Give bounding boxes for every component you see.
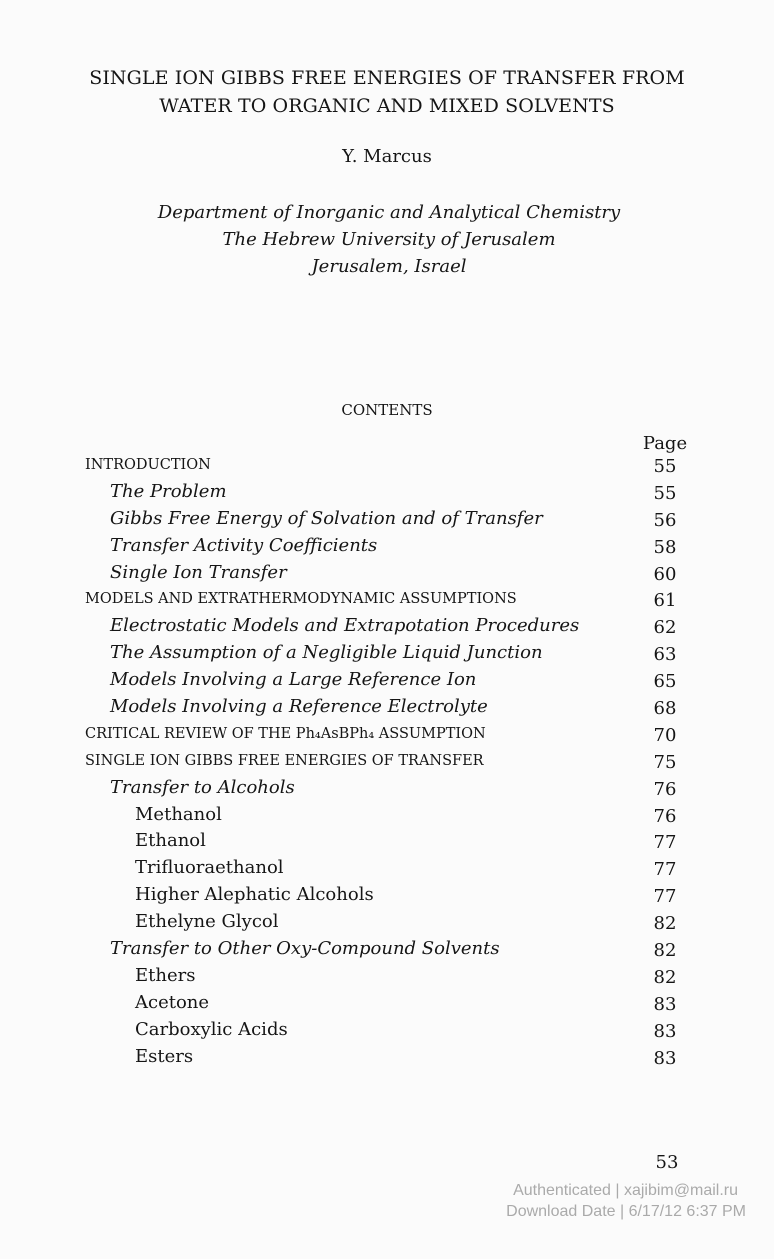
toc-entry-page: 82 (653, 966, 677, 988)
toc-entry-label: Acetone (135, 991, 210, 1013)
toc-entry (0, 585, 774, 612)
toc-entry-label: Transfer to Alcohols (110, 776, 295, 798)
toc-entry (0, 451, 774, 478)
toc-entry-page: 77 (653, 832, 677, 854)
toc-entry-label: The Problem (110, 480, 227, 502)
toc-entry-page: 77 (653, 859, 677, 881)
toc-entry-label: Single Ion Transfer (110, 561, 287, 583)
author-name: Y. Marcus (342, 146, 432, 167)
toc-entry-label: CRITICAL REVIEW OF THE Ph₄AsBPh₄ ASSUMPTION (85, 725, 486, 742)
toc-entry-page: 83 (653, 993, 677, 1015)
toc-entry-label: Ethanol (135, 830, 206, 852)
affiliation-university: The Hebrew University of Jerusalem (222, 229, 556, 250)
toc-entry-label: MODELS AND EXTRATHERMODYNAMIC ASSUMPTIONS (85, 591, 517, 608)
toc-entry (0, 827, 774, 854)
page-number: 53 (655, 1152, 679, 1173)
toc-entry-page: 83 (653, 1020, 677, 1042)
toc-entry-page: 56 (653, 509, 677, 531)
toc-entry-label: Ethers (135, 964, 196, 986)
affiliation-department: Department of Inorganic and Analytical Chemistry (157, 202, 621, 223)
toc-entry-page: 77 (653, 886, 677, 908)
toc-entry-label: Higher Alephatic Alcohols (135, 884, 374, 906)
toc-entry (0, 612, 774, 639)
toc-entry-label: Electrostatic Models and Extrapotation Procedures (110, 615, 580, 637)
toc-entry (0, 720, 774, 747)
toc-entry (0, 747, 774, 774)
toc-entry (0, 639, 774, 666)
toc-entry (0, 666, 774, 693)
toc-entry (0, 693, 774, 720)
author-affiliation (0, 199, 774, 280)
toc-entry-label: Methanol (135, 803, 222, 825)
page-column-label: Page (642, 433, 688, 454)
toc-entry (0, 989, 774, 1016)
toc-entry-page: 62 (653, 617, 677, 639)
toc-entry (0, 935, 774, 962)
toc-entry (0, 962, 774, 989)
toc-entry-label: INTRODUCTION (85, 457, 211, 473)
toc-entry-page: 76 (653, 805, 677, 827)
toc-entry-page: 58 (653, 536, 677, 558)
toc-entry-label: Esters (135, 1045, 194, 1067)
toc-entry-label: SINGLE ION GIBBS FREE ENERGIES OF TRANSFER (85, 752, 484, 769)
toc-entry (0, 854, 774, 881)
toc-entry-page: 82 (653, 940, 677, 962)
toc-entry-page: 60 (653, 563, 677, 585)
toc-entry-page: 76 (653, 778, 677, 800)
toc-entry-page: 55 (653, 456, 677, 477)
toc-entry-page: 82 (653, 913, 677, 935)
toc-entry (0, 1016, 774, 1043)
toc-entry-page: 68 (653, 698, 677, 720)
toc-entry-page: 65 (653, 671, 677, 693)
toc-entry-label: Gibbs Free Energy of Solvation and of Transfer (110, 507, 543, 529)
toc-entry (0, 881, 774, 908)
affiliation-location: Jerusalem, Israel (311, 256, 467, 277)
download-footer (506, 1180, 746, 1222)
download-date-line: Download Date | 6/17/12 6:37 PM (506, 1203, 746, 1220)
toc-entry (0, 505, 774, 532)
toc-entry-page: 61 (653, 590, 677, 612)
article-title (0, 64, 774, 120)
toc-entry-label: Carboxylic Acids (135, 1018, 288, 1040)
toc-entry (0, 774, 774, 801)
toc-entry-label: Trifluoraethanol (135, 857, 284, 879)
toc-entry-page: 75 (653, 751, 677, 773)
toc-entry-page: 55 (653, 482, 677, 504)
title-line-2: WATER TO ORGANIC AND MIXED SOLVENTS (159, 95, 615, 117)
toc-entry-label: Transfer to Other Oxy-Compound Solvents (110, 938, 500, 960)
toc-entry (0, 478, 774, 505)
toc-entry-label: The Assumption of a Negligible Liquid Junction (110, 642, 543, 664)
toc-entry (0, 559, 774, 586)
toc-entry-label: Models Involving a Large Reference Ion (110, 669, 477, 691)
toc-entry (0, 532, 774, 559)
toc-entry-label: Transfer Activity Coefficients (110, 534, 378, 556)
toc-entry-label: Models Involving a Reference Electrolyte (110, 696, 488, 718)
authenticated-line: Authenticated | xajibim@mail.ru (513, 1182, 738, 1199)
table-of-contents (0, 451, 774, 1069)
toc-entry-page: 70 (653, 724, 677, 746)
toc-entry (0, 801, 774, 828)
toc-entry-page: 63 (653, 644, 677, 666)
toc-entry (0, 1043, 774, 1070)
toc-entry-label: Ethelyne Glycol (135, 911, 279, 933)
title-line-1: SINGLE ION GIBBS FREE ENERGIES OF TRANSFER FROM (89, 67, 685, 89)
toc-entry-page: 83 (653, 1047, 677, 1069)
contents-heading: CONTENTS (341, 401, 433, 419)
toc-entry (0, 908, 774, 935)
